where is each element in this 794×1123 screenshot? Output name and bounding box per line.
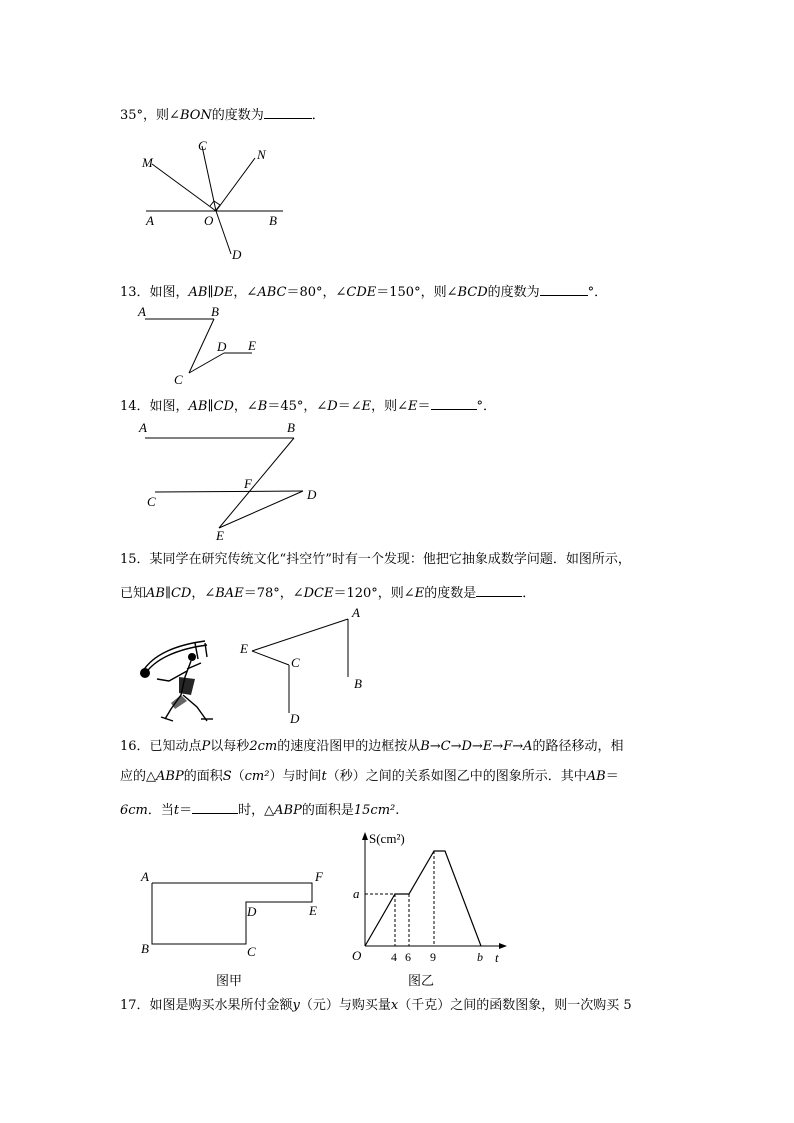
q16-l2c: 的面积 [183,769,223,784]
q15-label-e: E [240,641,248,656]
q14-num: 14．如图， [120,399,189,414]
q13-num: 13．如图， [120,285,189,300]
jia-caption: 图甲 [216,974,243,989]
q14-p2: ，∠ [233,399,258,414]
q16-l2d: S [222,769,232,784]
yi-tick-6: 6 [405,950,411,964]
q13-label-c: C [174,372,183,387]
q12-label-n: N [257,147,266,162]
jia-label-f: F [315,869,323,884]
q16-l3c: t [173,803,180,818]
q16-figure-jia [135,865,335,965]
q14-label-c: C [147,494,156,509]
q13-label-e: E [248,338,256,353]
q13-p5: CDE [346,285,377,300]
q16-line2 [120,768,619,786]
q12-label-a: A [146,213,154,228]
q13-p1: AB∥DE [188,285,234,300]
q13-label-b: B [211,304,219,319]
q13-p4: ＝80°，∠ [286,285,347,300]
q14-answer-blank[interactable] [431,395,477,410]
q15-l2d: BAE [215,586,244,601]
q15-line1 [120,551,631,569]
q13-text [120,281,607,302]
q12-label-m: M [142,155,153,170]
q16-l2h: t [321,769,327,784]
q16-l1e: 的速度沿图甲的边框按从 [277,739,421,754]
q12-figure [130,132,300,267]
q16-l3h: 15cm² [353,803,396,818]
q15-l2c: ，∠ [191,586,216,601]
q14-p5: D [327,399,338,414]
q16-line1 [120,738,624,756]
q16-l2j: AB [586,769,606,784]
q16-l1g: 的路径移动，相 [532,739,624,754]
q12-answer-blank[interactable] [264,104,312,119]
kongzhu-player-illustration [135,637,215,725]
q16-l2i: （秒）之间的关系如图乙中的图象所示．其中 [326,769,587,784]
yi-caption: 图乙 [408,974,435,989]
q16-figure-yi [345,826,515,966]
q17-l1b: y [292,998,300,1013]
q13-p2: ，∠ [233,285,258,300]
jia-label-b: B [141,941,149,956]
q16-l3d: ＝ [179,803,193,818]
q15-l2i: 的度数是 [424,586,477,601]
q16-l1b: P [201,739,211,754]
q12-label-o: O [204,213,214,228]
yi-label-a: a [353,886,360,901]
q14-label-e: E [216,528,224,543]
q16-l1c: 以每秒 [210,739,250,754]
q13-p9: °． [587,285,608,300]
q15-label-a: A [352,605,360,620]
q16-l2b: ABP [156,769,184,784]
q14-text [120,395,496,416]
yi-tick-9: 9 [430,950,436,964]
q14-figure [135,418,335,543]
q13-answer-blank[interactable] [540,281,588,296]
q16-l2a: 应的△ [120,769,156,784]
q16-l2k: ＝ [605,769,619,784]
q15-l2b: AB∥CD [146,586,192,601]
q13-figure [132,302,272,392]
q13-p3: ABC [257,285,287,300]
yi-tick-b: b [477,950,483,964]
q15-line1-text: 15．某同学在研究传统文化“抖空竹”时有一个发现：他把它抽象成数学问题．如图所示， [120,552,631,567]
yi-tick-4: 4 [391,950,397,964]
q14-label-a: A [139,420,147,435]
q16-l1d: 2cm [249,739,278,754]
q14-label-f: F [244,476,252,491]
q14-p4: ＝45°，∠ [267,399,328,414]
q17-l1e: （千克）之间的函数图象，则一次购买 5 [398,998,632,1013]
q12-text [120,104,325,125]
q15-l2f: DCE [303,586,334,601]
q15-label-c: C [291,655,300,670]
q16-answer-blank[interactable] [192,799,238,814]
q16-l3i: . [395,803,400,818]
q14-p3: B [257,399,268,414]
q12-end: ． [311,108,325,123]
jia-label-a: A [141,869,149,884]
q15-l2a: 已知 [120,586,147,601]
q14-p6: ＝∠ [337,399,362,414]
q16-l3a: 6cm [120,803,148,818]
q13-p8: 的度数为 [487,285,540,300]
q13-label-d: D [217,339,227,354]
q16-l2f: cm² [244,769,270,784]
q15-label-d: D [290,711,300,726]
q16-l3f: ABP [274,803,302,818]
q14-p9: E [408,399,418,414]
q16-l3b: ．当 [147,803,174,818]
jia-label-c: C [247,944,256,959]
q15-l2e: ＝78°，∠ [243,586,304,601]
q17-l1c: （元）与购买量 [299,998,391,1013]
q12-text-a: 35°，则∠ [120,108,180,123]
q14-label-d: D [307,487,317,502]
q15-line2 [120,582,535,603]
q16-l1f: B→C→D→E→F→A [420,739,533,754]
q14-p11: °． [476,399,497,414]
q16-line3 [120,799,399,820]
q16-l1a: 16．已知动点 [120,739,202,754]
q15-figure [232,603,372,728]
jia-label-e: E [309,903,317,918]
q16-l3e: 时，△ [238,803,275,818]
q12-label-c: C [198,138,207,153]
q12-label-d: D [232,247,242,262]
q14-label-b: B [287,420,295,435]
q17-line1 [120,997,632,1015]
q12-var: BON [179,108,212,123]
q16-l3g: 的面积是 [301,803,354,818]
q17-l1a: 17．如图是购买水果所付金额 [120,998,293,1013]
q14-p10: ＝ [417,399,431,414]
q16-l2e: （ [231,769,245,784]
q13-p7: BCD [457,285,488,300]
q15-l2g: ＝120°，则∠ [333,586,415,601]
q12-text-b: 的度数为 [211,108,264,123]
yi-ylabel: S(cm²) [369,831,405,846]
yi-axis-t: t [495,950,499,965]
q15-l2j: ． [522,586,536,601]
q15-label-b: B [354,676,362,691]
q14-p7: E [361,399,372,414]
q13-p6: ＝150°，则∠ [376,285,458,300]
q16-l2g: ）与时间 [269,769,322,784]
q15-answer-blank[interactable] [476,582,522,597]
q12-label-b: B [269,213,277,228]
q17-l1d: x [390,998,399,1013]
q13-label-a: A [138,304,146,319]
q14-p1: AB∥CD [188,399,234,414]
q15-l2h: E [414,586,425,601]
yi-label-o: O [352,948,362,963]
jia-label-d: D [247,904,257,919]
q14-p8: ，则∠ [371,399,409,414]
